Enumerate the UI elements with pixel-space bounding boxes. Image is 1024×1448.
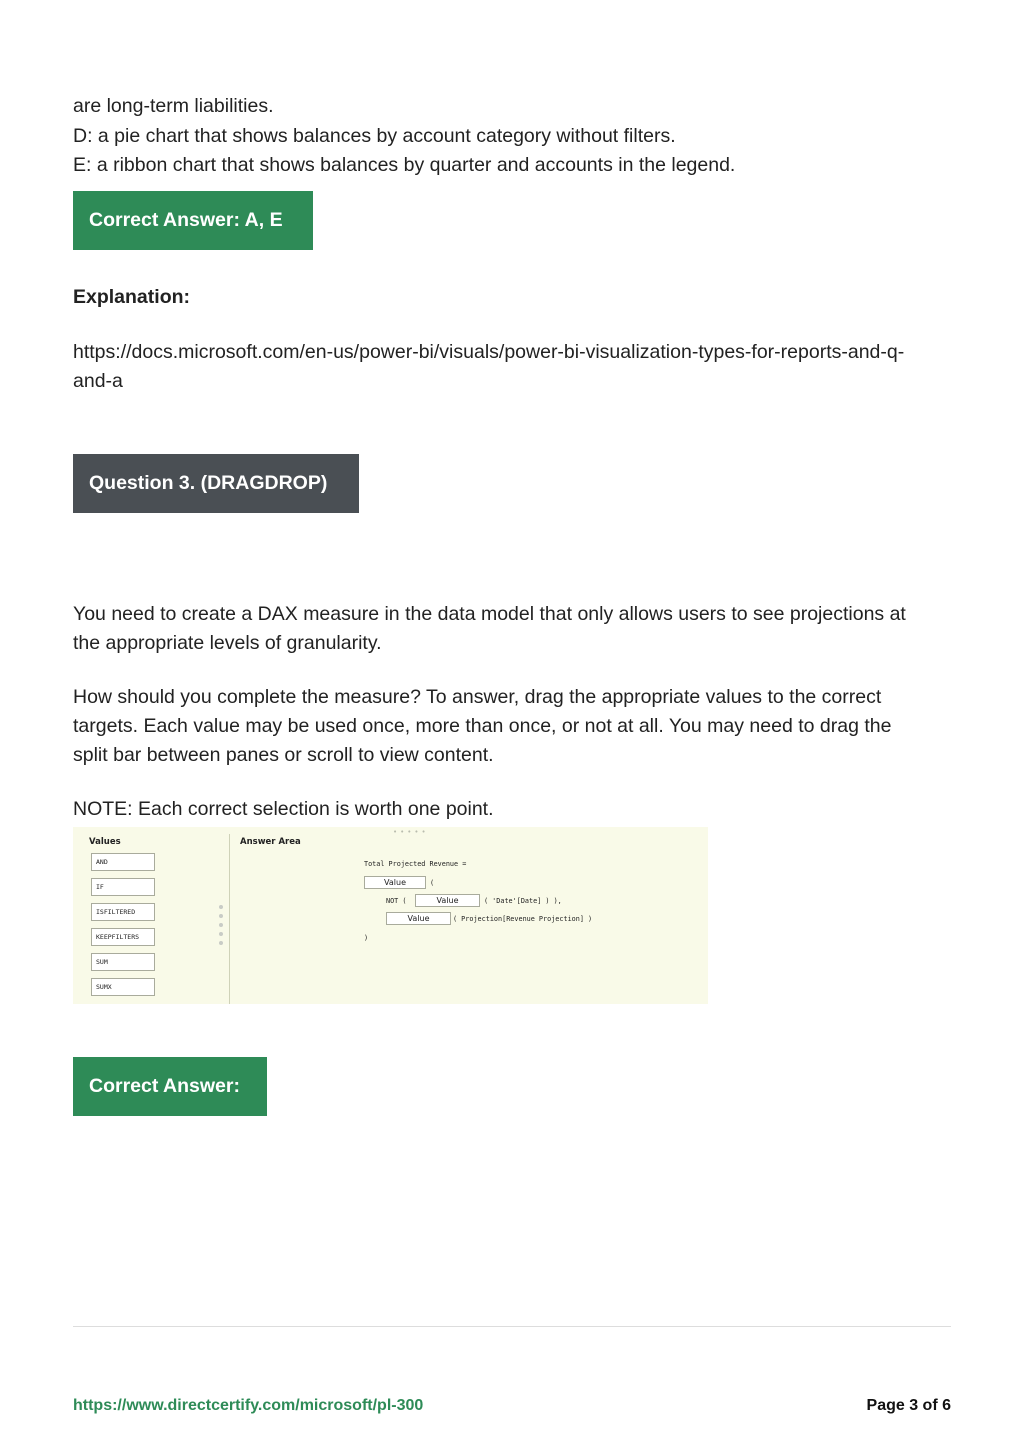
code-projection: ( Projection[Revenue Projection] )	[453, 915, 593, 923]
correct-answer-banner-2: Correct Answer:	[73, 1057, 267, 1116]
correct-answer-banner: Correct Answer: A, E	[73, 191, 313, 250]
split-bar[interactable]	[229, 834, 230, 1004]
explanation-link-line-1[interactable]: https://docs.microsoft.com/en-us/power-bi/visuals/power-bi-visualization-types-for-reports-and-q-	[73, 341, 905, 363]
code-not: NOT (	[386, 897, 407, 905]
drop-target-1[interactable]: Value	[364, 876, 426, 889]
value-tile-keepfilters[interactable]: KEEPFILTERS	[91, 928, 155, 946]
question-banner: Question 3. (DRAGDROP)	[73, 454, 359, 513]
top-handle-dots: •••••	[393, 828, 429, 836]
split-bar-handle[interactable]	[219, 905, 224, 950]
answer-area-title: Answer Area	[240, 837, 301, 847]
value-tile-sum[interactable]: SUM	[91, 953, 155, 971]
intro-line-1: are long-term liabilities.	[73, 95, 274, 117]
value-tile-sumx[interactable]: SUMX	[91, 978, 155, 996]
value-tile-isfiltered[interactable]: ISFILTERED	[91, 903, 155, 921]
code-close-paren: )	[364, 934, 369, 942]
values-title: Values	[89, 837, 121, 847]
code-open-paren: (	[430, 879, 435, 887]
note-text: NOTE: Each correct selection is worth one point.	[73, 798, 494, 820]
footer-divider	[73, 1326, 951, 1327]
intro-line-3: E: a ribbon chart that shows balances by quarter and accounts in the legend.	[73, 154, 736, 176]
dragdrop-exhibit	[73, 827, 708, 1004]
question-para-2-line-2: targets. Each value may be used once, more than once, or not at all. You may need to drag the	[73, 715, 892, 737]
value-tile-if[interactable]: IF	[91, 878, 155, 896]
footer-link[interactable]: https://www.directcertify.com/microsoft/pl-300	[73, 1397, 424, 1414]
page-number: Page 3 of 6	[866, 1397, 951, 1414]
drop-target-3[interactable]: Value	[386, 912, 451, 925]
value-tile-and[interactable]: AND	[91, 853, 155, 871]
question-para-1-line-1: You need to create a DAX measure in the data model that only allows users to see projections at	[73, 603, 906, 625]
intro-line-2: D: a pie chart that shows balances by account category without filters.	[73, 125, 676, 147]
drop-target-2[interactable]: Value	[415, 894, 480, 907]
question-para-2-line-1: How should you complete the measure? To answer, drag the appropriate values to the correct	[73, 686, 882, 708]
code-measure-name: Total Projected Revenue =	[364, 860, 467, 868]
question-para-2-line-3: split bar between panes or scroll to view content.	[73, 744, 494, 766]
explanation-link-line-2[interactable]: and-a	[73, 370, 123, 392]
code-date-filter: ( 'Date'[Date] ) ),	[484, 897, 562, 905]
explanation-heading: Explanation:	[73, 286, 191, 308]
question-para-1-line-2: the appropriate levels of granularity.	[73, 632, 382, 654]
